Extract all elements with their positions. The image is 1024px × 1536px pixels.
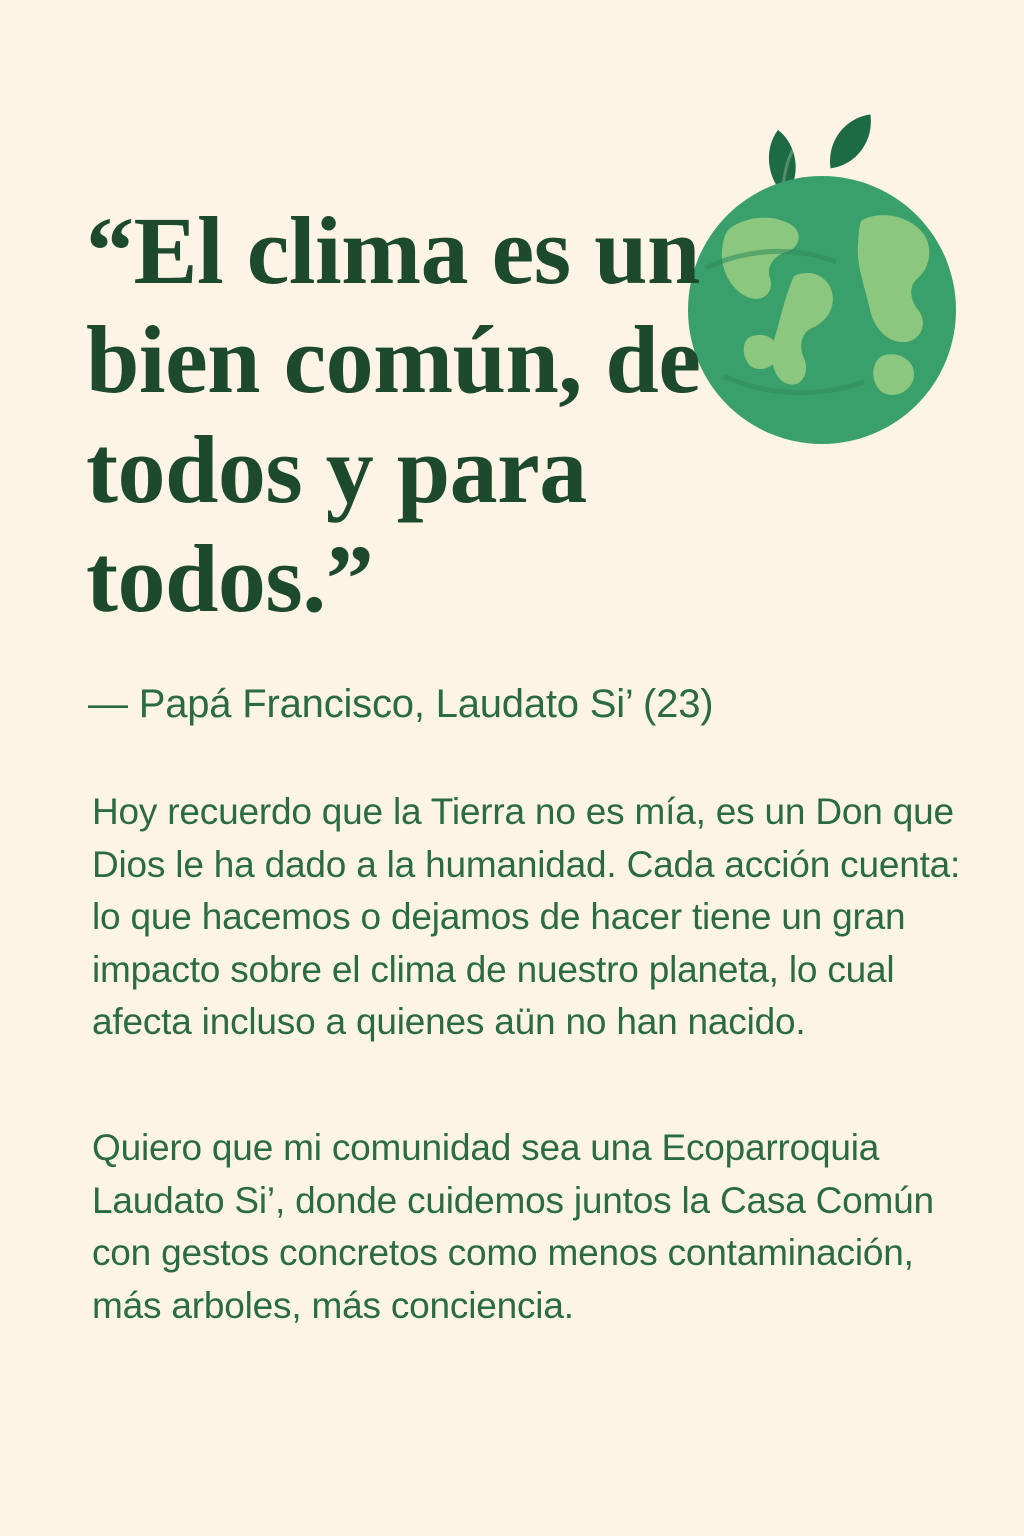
body-paragraph-1: Hoy recuerdo que la Tierra no es mía, es un Don que Dios le ha dado a la humanidad. Cada acción cuenta: lo que hacemos o dejamos de hacer tiene un gran impacto sobre el clima de nuestro planeta, lo cual afecta incluso a quienes aün no han nacido. <box>92 791 961 1043</box>
page-title: “El clima es un bien común, de todos y para todos.” <box>86 197 701 633</box>
quote-attribution: — Papá Francisco, Laudato Si’ (23) <box>88 682 714 726</box>
body-paragraph-2: Quiero que mi comunidad sea una Ecoparroquia Laudato Si’, donde cuidemos juntos la Casa Común con gestos concretos como menos contaminación, más arboles, más conciencia. <box>92 1127 934 1326</box>
